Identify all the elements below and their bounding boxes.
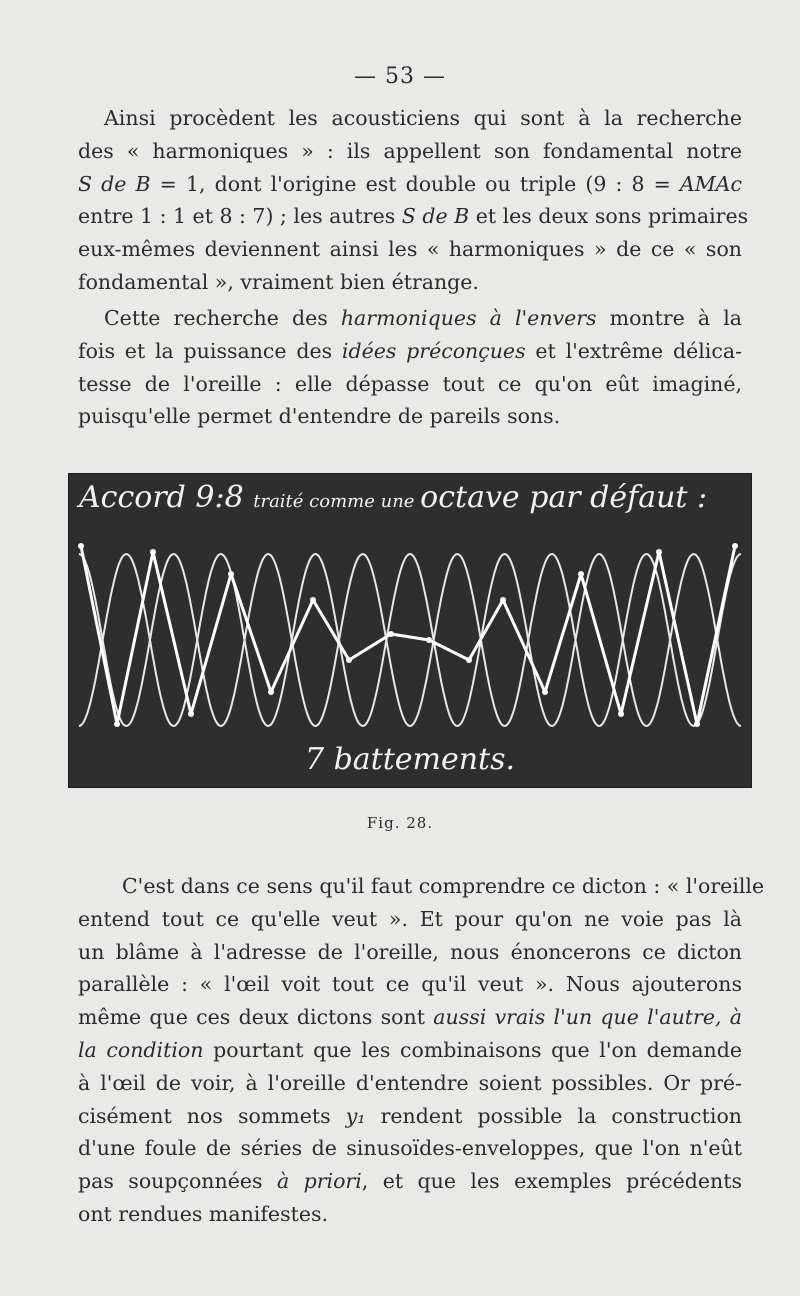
text-italic: S de B [78, 171, 151, 196]
text-line: C'est dans ce sens qu'il faut comprendre ce dicton : « l'oreille [122, 874, 765, 898]
beat-point [228, 571, 234, 577]
text-italic: aussi vrais l'un que l'autre, à [433, 1005, 742, 1030]
text-run: entre 1 : 1 et 8 : 7) ; les autres [78, 204, 402, 229]
text-run: Cette recherche des [104, 306, 341, 330]
text-run: pas soupçonnées [78, 1169, 277, 1194]
text-line [78, 1100, 742, 1133]
beat-point [188, 711, 194, 717]
text-line [78, 1165, 742, 1198]
text-line: eux-mêmes deviennent ainsi les « harmoniques » de ce « son [78, 237, 742, 262]
beat-point [694, 721, 700, 727]
text-run: et les deux sons primaires [469, 204, 749, 229]
text-run: cisément nos sommets [78, 1103, 346, 1128]
text-run: pourtant que les combinaisons que l'on demande [203, 1037, 742, 1062]
text-line: entend tout ce qu'elle veut ». Et pour qu'on ne voie pas là [78, 906, 742, 931]
text-line: puisqu'elle permet d'entendre de pareils sons. [78, 404, 561, 429]
text-run: même que ces deux dictons sont [78, 1005, 434, 1030]
beat-point [732, 543, 738, 549]
figure-title-part: Accord 9:8 [79, 480, 254, 515]
text-italic: à priori [276, 1169, 362, 1194]
text-run: = 1, dont l'origine est double ou triple (9 : 8 = [150, 171, 680, 196]
text-run: , et que les exemples précédents [361, 1169, 742, 1194]
beat-point [618, 711, 624, 717]
beat-point [542, 689, 548, 695]
text-line: tesse de l'oreille : elle dépasse tout ce qu'on eût imaginé, [78, 371, 742, 396]
figure-footer: 7 battements. [304, 742, 516, 777]
figure-title [79, 480, 741, 515]
beat-point [78, 543, 84, 549]
text-italic: AMAc [679, 171, 742, 196]
text-line: un blâme à l'adresse de l'oreille, nous énoncerons ce dicton [78, 939, 742, 964]
page-number: — 53 — [354, 64, 446, 89]
text-line: d'une foule de séries de sinusoïdes-enveloppes, que l'on n'eût [78, 1136, 742, 1161]
text-line: fondamental », vraiment bien étrange. [78, 269, 479, 294]
beat-point [426, 637, 432, 643]
figure-title-part: traité comme une [253, 491, 421, 512]
text-line: parallèle : « l'œil voit tout ce qu'il veut ». Nous ajouterons [78, 972, 742, 997]
text-line [78, 200, 749, 233]
figure-title-part: octave par défaut : [420, 480, 708, 515]
text-run: et l'extrême délica- [525, 338, 742, 363]
paragraph-3 [78, 870, 765, 1231]
envelope-upper [79, 554, 741, 726]
text-italic: la condition [78, 1037, 204, 1062]
text-italic: y₁ [345, 1103, 366, 1128]
text-line: Ainsi procèdent les acousticiens qui sont à la recherche [104, 106, 742, 130]
figure-blackboard [68, 473, 752, 788]
paragraph-2 [78, 302, 742, 433]
text-line [78, 302, 742, 335]
paragraph-1 [78, 102, 749, 299]
beat-point [500, 597, 506, 603]
envelope-lower [79, 554, 741, 726]
beat-point [268, 689, 274, 695]
text-italic: harmoniques à l'envers [340, 306, 597, 330]
waveform-illustration [69, 474, 751, 787]
text-run: fois et la puissance des [78, 338, 342, 363]
beat-point [578, 571, 584, 577]
text-line [78, 1034, 742, 1067]
text-run: rendent possible la construction [365, 1103, 742, 1128]
text-line [78, 168, 742, 201]
beat-point [346, 657, 352, 663]
beat-point [150, 549, 156, 555]
beat-point [388, 631, 394, 637]
text-italic: S de B [401, 204, 470, 229]
beat-point [310, 597, 316, 603]
beat-point [114, 721, 120, 727]
text-line: des « harmoniques » : ils appellent son fondamental notre [78, 138, 742, 163]
text-line: ont rendues manifestes. [78, 1201, 328, 1226]
beat-point [466, 657, 472, 663]
text-line [78, 335, 742, 368]
text-run: montre à la [596, 306, 742, 330]
text-line: à l'œil de voir, à l'oreille d'entendre soient possibles. Or pré- [78, 1070, 742, 1095]
text-italic: idées préconçues [341, 338, 526, 363]
figure-caption: Fig. 28. [366, 814, 434, 832]
text-line [78, 1001, 742, 1034]
beat-point [656, 549, 662, 555]
